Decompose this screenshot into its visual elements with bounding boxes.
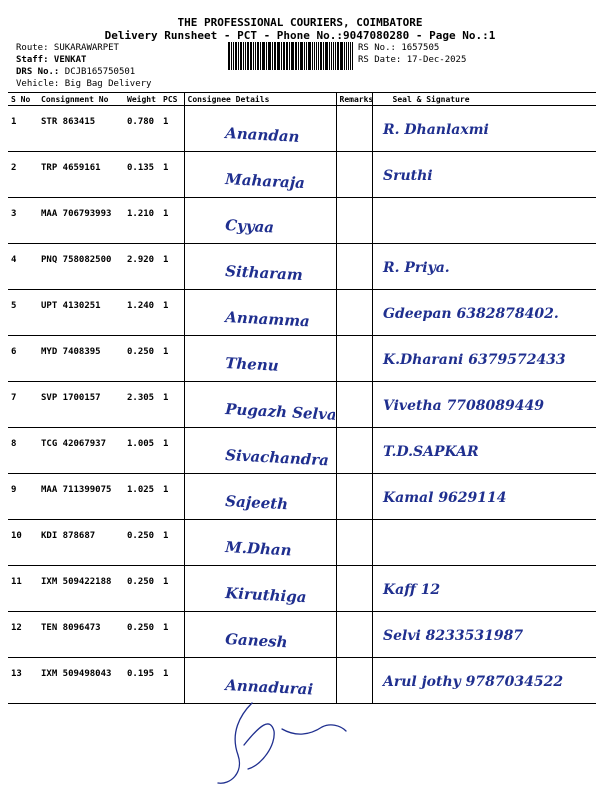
row-remarks [336,520,372,566]
row-sno: 7 [8,382,38,428]
svg-text:Annadurai: Annadurai [224,676,314,699]
runsheet-table [8,92,596,704]
svg-text:Maharaja: Maharaja [224,170,305,193]
svg-text:Sivachandra: Sivachandra [224,446,329,470]
svg-text:Kaff 12: Kaff 12 [382,582,440,598]
seal-handwriting [373,244,595,286]
row-remarks [336,198,372,244]
table-row [8,244,596,290]
svg-text:Arul jothy 9787034522: Arul jothy 9787034522 [382,674,563,690]
row-pcs: 1 [160,106,184,152]
svg-text:Kamal 9629114: Kamal 9629114 [382,490,507,506]
row-sno: 9 [8,474,38,520]
row-consignment-no: IXM 509422188 [38,566,124,612]
svg-text:Anandan: Anandan [224,124,300,146]
consignee-handwriting [185,290,335,332]
row-consignee-details [184,152,336,198]
row-seal-signature [372,612,596,658]
row-pcs: 1 [160,428,184,474]
svg-text:Gdeepan 6382878402.: Gdeepan 6382878402. [382,306,559,322]
row-consignee-details [184,290,336,336]
row-seal-signature [372,474,596,520]
svg-text:Selvi 8233531987: Selvi 8233531987 [382,628,523,644]
consignee-handwriting [185,152,335,194]
col-consignment: Consignment No [38,93,124,106]
row-remarks [336,428,372,474]
row-pcs: 1 [160,198,184,244]
route-line: Route: SUKARAWARPET [16,43,119,53]
consignee-handwriting [185,382,335,424]
row-consignment-no: MAA 711399075 [38,474,124,520]
table-row [8,382,596,428]
table-header-row [8,93,596,106]
row-seal-signature [372,658,596,704]
seal-handwriting [373,474,595,516]
svg-text:Pugazh Selva: Pugazh Selva [224,400,335,424]
row-pcs: 1 [160,658,184,704]
consignee-handwriting [185,336,335,378]
row-weight: 1.005 [124,428,160,474]
drs-number: DCJB165750501 [64,67,136,77]
row-sno: 11 [8,566,38,612]
row-consignee-details [184,106,336,152]
svg-text:Sruthi: Sruthi [382,168,433,184]
svg-text:Thenu: Thenu [224,354,279,375]
rs-number: RS No.: 1657505 [358,43,440,53]
consignee-handwriting [185,106,335,148]
row-weight: 2.920 [124,244,160,290]
row-pcs: 1 [160,290,184,336]
drs-line [16,67,135,77]
row-weight: 0.250 [124,566,160,612]
table-row [8,474,596,520]
row-sno: 1 [8,106,38,152]
svg-text:T.D.SAPKAR: T.D.SAPKAR [382,444,479,460]
row-pcs: 1 [160,566,184,612]
table-row [8,566,596,612]
svg-text:Sajeeth: Sajeeth [224,492,289,514]
row-seal-signature [372,382,596,428]
row-consignment-no: KDI 878687 [38,520,124,566]
row-remarks [336,290,372,336]
col-weight: Weight [124,93,160,106]
row-weight: 0.250 [124,612,160,658]
staff-line: Staff: VENKAT [16,55,87,65]
row-seal-signature [372,336,596,382]
seal-handwriting [373,290,595,332]
row-seal-signature [372,198,596,244]
row-sno: 12 [8,612,38,658]
row-weight: 1.210 [124,198,160,244]
table-row [8,106,596,152]
seal-handwriting [373,428,595,470]
row-remarks [336,336,372,382]
table-row [8,152,596,198]
row-consignee-details [184,474,336,520]
row-remarks [336,106,372,152]
row-weight: 0.250 [124,520,160,566]
drs-label: DRS No.: [16,67,60,77]
consignee-handwriting [185,520,335,562]
row-seal-signature [372,106,596,152]
row-seal-signature [372,520,596,566]
col-consignee: Consignee Details [184,93,336,106]
svg-text:K.Dharani 6379572433: K.Dharani 6379572433 [382,352,566,368]
row-consignee-details [184,612,336,658]
table-row [8,612,596,658]
row-remarks [336,382,372,428]
row-pcs: 1 [160,520,184,566]
col-remarks: Remarks [336,93,372,106]
row-remarks [336,612,372,658]
row-sno: 13 [8,658,38,704]
table-row [8,336,596,382]
row-pcs: 1 [160,244,184,290]
row-consignment-no: SVP 1700157 [38,382,124,428]
row-seal-signature [372,290,596,336]
row-sno: 5 [8,290,38,336]
row-seal-signature [372,244,596,290]
row-consignee-details [184,382,336,428]
row-sno: 4 [8,244,38,290]
row-consignment-no: UPT 4130251 [38,290,124,336]
table-row [8,520,596,566]
row-consignment-no: STR 863415 [38,106,124,152]
consignee-handwriting [185,428,335,470]
row-pcs: 1 [160,382,184,428]
row-consignment-no: MYD 7408395 [38,336,124,382]
table-row [8,428,596,474]
row-pcs: 1 [160,152,184,198]
staff-signature [200,685,400,795]
consignee-handwriting [185,566,335,608]
row-seal-signature [372,566,596,612]
row-consignee-details [184,336,336,382]
row-consignee-details [184,198,336,244]
row-consignee-details [184,520,336,566]
company-title: THE PROFESSIONAL COURIERS, COIMBATORE [177,16,423,29]
seal-handwriting [373,566,595,608]
row-consignment-no: TCG 42067937 [38,428,124,474]
row-weight: 2.305 [124,382,160,428]
table-row [8,290,596,336]
svg-text:Kiruthiga: Kiruthiga [224,584,307,607]
svg-text:M.Dhan: M.Dhan [224,538,292,560]
row-weight: 0.135 [124,152,160,198]
svg-text:Ganesh: Ganesh [224,630,288,652]
row-pcs: 1 [160,612,184,658]
row-seal-signature [372,152,596,198]
runsheet-subtitle: Delivery Runsheet - PCT - Phone No.:9047080280 - Page No.:1 [104,29,496,42]
vehicle-line: Vehicle: Big Bag Delivery [16,79,152,89]
row-sno: 2 [8,152,38,198]
seal-handwriting [373,152,595,194]
row-sno: 10 [8,520,38,566]
row-remarks [336,566,372,612]
row-consignment-no: IXM 509498043 [38,658,124,704]
row-consignee-details [184,428,336,474]
row-remarks [336,152,372,198]
row-pcs: 1 [160,474,184,520]
seal-handwriting [373,336,595,378]
row-sno: 8 [8,428,38,474]
row-weight: 0.780 [124,106,160,152]
row-consignment-no: PNQ 758082500 [38,244,124,290]
rs-date: RS Date: 17-Dec-2025 [358,55,467,65]
row-consignment-no: TEN 8096473 [38,612,124,658]
row-remarks [336,474,372,520]
row-weight: 0.195 [124,658,160,704]
row-consignee-details [184,566,336,612]
row-consignee-details [184,244,336,290]
row-weight: 0.250 [124,336,160,382]
col-pcs: PCS [160,93,184,106]
row-sno: 6 [8,336,38,382]
seal-handwriting [373,382,595,424]
svg-text:Vivetha 7708089449: Vivetha 7708089449 [382,398,544,414]
row-consignment-no: MAA 706793993 [38,198,124,244]
svg-text:R. Dhanlaxmi: R. Dhanlaxmi [382,122,489,138]
svg-text:Annamma: Annamma [224,308,310,331]
row-remarks [336,244,372,290]
row-pcs: 1 [160,336,184,382]
row-weight: 1.025 [124,474,160,520]
barcode [228,42,354,70]
svg-text:R. Priya.: R. Priya. [382,260,450,276]
col-sno: S No [8,93,38,106]
svg-text:Sitharam: Sitharam [224,262,303,285]
consignee-handwriting [185,244,335,286]
row-seal-signature [372,428,596,474]
row-weight: 1.240 [124,290,160,336]
row-sno: 3 [8,198,38,244]
row-consignment-no: TRP 4659161 [38,152,124,198]
seal-handwriting [373,106,595,148]
col-seal: Seal & Signature [372,93,596,106]
table-row [8,198,596,244]
consignee-handwriting [185,612,335,654]
consignee-handwriting [185,198,335,240]
consignee-handwriting [185,474,335,516]
seal-handwriting [373,658,595,700]
seal-handwriting [373,612,595,654]
svg-text:Cyyaa: Cyyaa [224,216,274,237]
